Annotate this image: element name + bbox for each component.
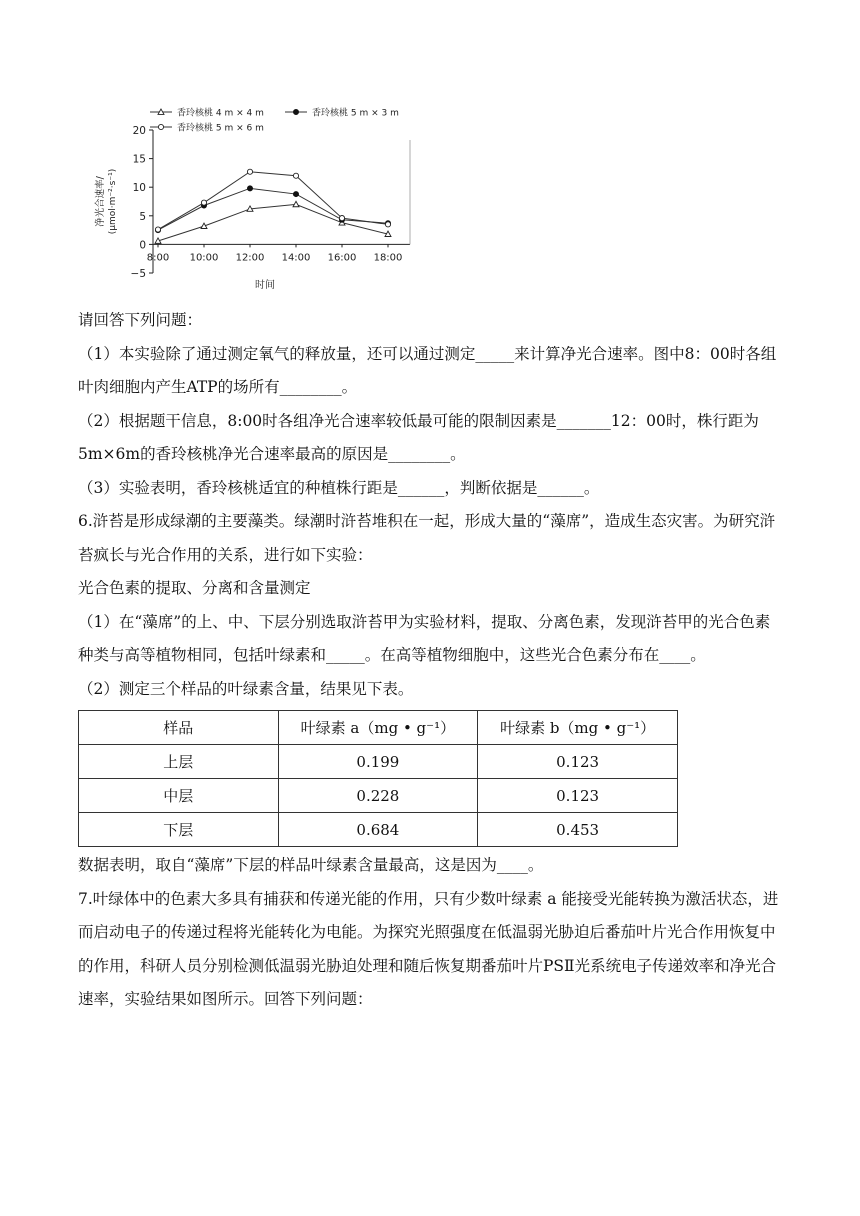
legend-label: 香玲核桃 4 m × 4 m <box>177 108 264 119</box>
table-cell: 0.123 <box>478 745 678 779</box>
data-point-filled-circle <box>293 191 298 196</box>
table-header: 叶绿素 b（mg • g⁻¹） <box>478 711 678 745</box>
y-tick-label: 15 <box>132 153 146 166</box>
chlorophyll-table <box>78 710 678 847</box>
problem-6-question-2: （2）测定三个样品的叶绿素含量，结果见下表。 <box>78 679 414 698</box>
x-tick-label: 12:00 <box>235 252 265 264</box>
data-point-filled-circle <box>293 109 298 114</box>
x-tick-label: 14:00 <box>281 252 311 264</box>
y-tick-label: 0 <box>139 239 146 252</box>
data-point-open-circle <box>158 124 163 129</box>
y-tick-label: 10 <box>132 182 146 195</box>
table-row <box>79 745 678 779</box>
x-tick-label: 8:00 <box>146 252 170 264</box>
data-point-open-circle <box>293 173 298 178</box>
y-axis-label: 净光合速率/ <box>95 176 106 227</box>
question-3: （3）实验表明，香玲核桃适宜的种植株行距是______，判断依据是______。 <box>78 478 600 497</box>
y-axis-unit: (μmol·m⁻²·s⁻¹) <box>108 168 118 235</box>
table-cell: 0.228 <box>278 779 478 813</box>
table-cell: 下层 <box>79 813 279 847</box>
table-cell: 上层 <box>79 745 279 779</box>
legend-label: 香玲核桃 5 m × 6 m <box>177 123 264 134</box>
y-tick-label: 20 <box>132 125 146 137</box>
data-point-open-circle <box>201 200 206 205</box>
x-axis-label: 时间 <box>255 280 275 291</box>
table-row <box>79 779 678 813</box>
table-header-row <box>79 711 678 745</box>
x-tick-label: 16:00 <box>327 252 357 264</box>
table-cell: 0.684 <box>278 813 478 847</box>
table-cell: 0.199 <box>278 745 478 779</box>
data-point-filled-circle <box>247 186 252 191</box>
data-point-open-circle <box>385 222 390 227</box>
problem-6-subtitle: 光合色素的提取、分离和含量测定 <box>78 579 311 597</box>
problem-6-question-1: （1）在“藻席”的上、中、下层分别选取浒苔甲为实验材料，提取、分离色素，发现浒苔甲的光合色素种类与高等植物相同，包括叶绿素和_____。在高等植物细胞中，这些光合色素分布在____。 <box>78 612 771 664</box>
question-1: （1）本实验除了通过测定氧气的释放量，还可以通过测定_____来计算净光合速率。图中8：00时各组叶肉细胞内产生ATP的场所有________。 <box>78 344 777 396</box>
question-2: （2）根据题干信息，8:00时各组净光合速率较低最可能的限制因素是_______12：00时，株行距为5m×6m的香玲核桃净光合速率最高的原因是________。 <box>78 411 759 463</box>
data-point-triangle <box>293 201 299 206</box>
data-point-open-circle <box>339 215 344 220</box>
x-tick-label: 18:00 <box>373 252 403 264</box>
document-body <box>78 304 784 1017</box>
problem-6-conclusion: 数据表明，取自“藻席”下层的样品叶绿素含量最高，这是因为____。 <box>78 856 544 874</box>
chart-svg <box>95 100 430 300</box>
data-point-open-circle <box>247 169 252 174</box>
problem-7-text: 7.叶绿体中的色素大多具有捕获和传递光能的作用，只有少数叶绿素 a 能接受光能转换为激活状态，进而启动电子的传递过程将光能转化为电能。为探究光照强度在低温弱光胁迫后番茄叶片光合作用恢复中的作用，科研人员分别检测低温弱光胁迫处理和随后恢复期番茄叶片PSⅡ光系统电子传递效率和净光合速率，实验结果如图所示。回答下列问题： <box>78 889 779 1008</box>
problem-6-intro: 6.浒苔是形成绿潮的主要藻类。绿潮时浒苔堆积在一起，形成大量的“藻席”，造成生态灾害。为研究浒苔疯长与光合作用的关系，进行如下实验： <box>78 512 776 564</box>
table-cell: 0.123 <box>478 779 678 813</box>
y-tick-label: −5 <box>130 268 146 280</box>
table-row <box>79 813 678 847</box>
data-point-open-circle <box>155 227 160 232</box>
table-cell: 0.453 <box>478 813 678 847</box>
legend-label: 香玲核桃 5 m × 3 m <box>312 108 399 119</box>
net-photosynthesis-chart <box>95 100 430 300</box>
table-header: 叶绿素 a（mg • g⁻¹） <box>278 711 478 745</box>
table-header: 样品 <box>79 711 279 745</box>
table-cell: 中层 <box>79 779 279 813</box>
y-tick-label: 5 <box>139 210 146 223</box>
x-tick-label: 10:00 <box>189 252 219 264</box>
prompt-text: 请回答下列问题： <box>78 311 203 329</box>
